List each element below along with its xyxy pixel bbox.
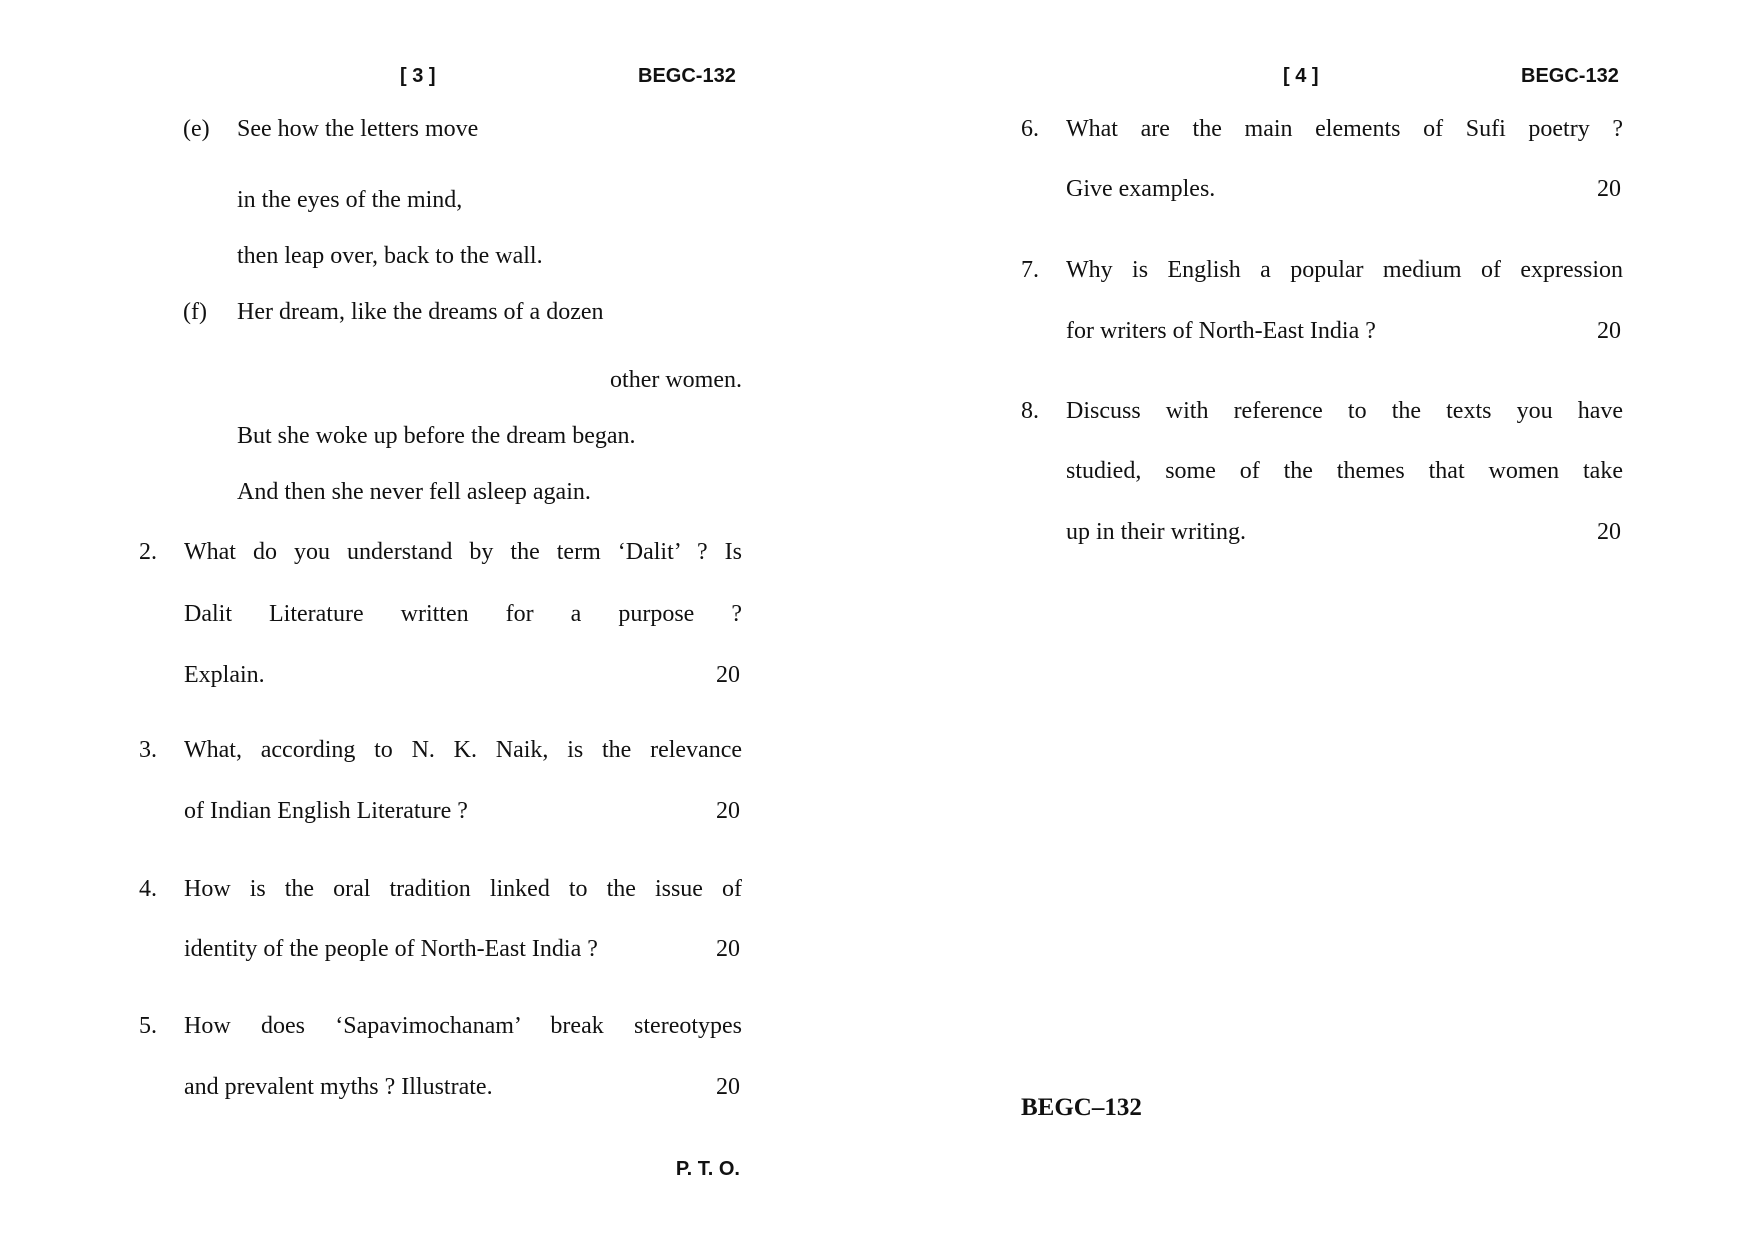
question-text: studied, some of the themes that women take	[1066, 458, 1623, 484]
poem-line: then leap over, back to the wall.	[237, 243, 543, 269]
course-code-header: BEGC-132	[638, 65, 736, 87]
poem-line: other women.	[610, 367, 742, 393]
question-text: and prevalent myths ? Illustrate.	[184, 1074, 493, 1100]
page-number: [ 4 ]	[1283, 65, 1319, 87]
question-number: 4.	[139, 876, 157, 902]
question-text: up in their writing.	[1066, 519, 1246, 545]
question-text: of Indian English Literature ?	[184, 798, 468, 824]
question-text: identity of the people of North-East India ?	[184, 936, 598, 962]
question-text: How does ‘Sapavimochanam’ break stereotypes	[184, 1013, 742, 1039]
poem-line: But she woke up before the dream began.	[237, 423, 636, 449]
please-turn-over: P. T. O.	[675, 1158, 740, 1180]
question-number: 5.	[139, 1013, 157, 1039]
question-text: How is the oral tradition linked to the issue of	[184, 876, 742, 902]
poem-line: in the eyes of the mind,	[237, 187, 463, 213]
question-text: for writers of North-East India ?	[1066, 318, 1376, 344]
question-number: 7.	[1021, 257, 1039, 283]
page-3	[0, 0, 877, 1241]
question-text: Dalit Literature written for a purpose ?	[184, 601, 742, 627]
question-number: 8.	[1021, 398, 1039, 424]
question-text: Why is English a popular medium of expression	[1066, 257, 1623, 283]
poem-line: See how the letters move	[237, 116, 479, 142]
page-number: [ 3 ]	[400, 65, 436, 87]
question-text: What are the main elements of Sufi poetry ?	[1066, 116, 1623, 142]
question-text: Discuss with reference to the texts you have	[1066, 398, 1623, 424]
question-text: Give examples.	[1066, 176, 1216, 202]
marks: 20	[1597, 318, 1621, 344]
question-text: What do you understand by the term ‘Dalit’ ? Is	[184, 539, 742, 565]
item-label: (e)	[183, 116, 210, 142]
marks: 20	[1597, 519, 1621, 545]
poem-line: And then she never fell asleep again.	[237, 479, 591, 505]
marks: 20	[716, 798, 740, 824]
marks: 20	[716, 662, 740, 688]
question-number: 2.	[139, 539, 157, 565]
poem-line: Her dream, like the dreams of a dozen	[237, 299, 604, 325]
question-text: Explain.	[184, 662, 265, 688]
course-code-header: BEGC-132	[1521, 65, 1619, 87]
marks: 20	[716, 936, 740, 962]
question-text: What, according to N. K. Naik, is the relevance	[184, 737, 742, 763]
question-number: 6.	[1021, 116, 1039, 142]
footer-course-code: BEGC–132	[1021, 1094, 1142, 1121]
question-number: 3.	[139, 737, 157, 763]
page-4	[877, 0, 1755, 1241]
marks: 20	[716, 1074, 740, 1100]
item-label: (f)	[183, 299, 207, 325]
marks: 20	[1597, 176, 1621, 202]
